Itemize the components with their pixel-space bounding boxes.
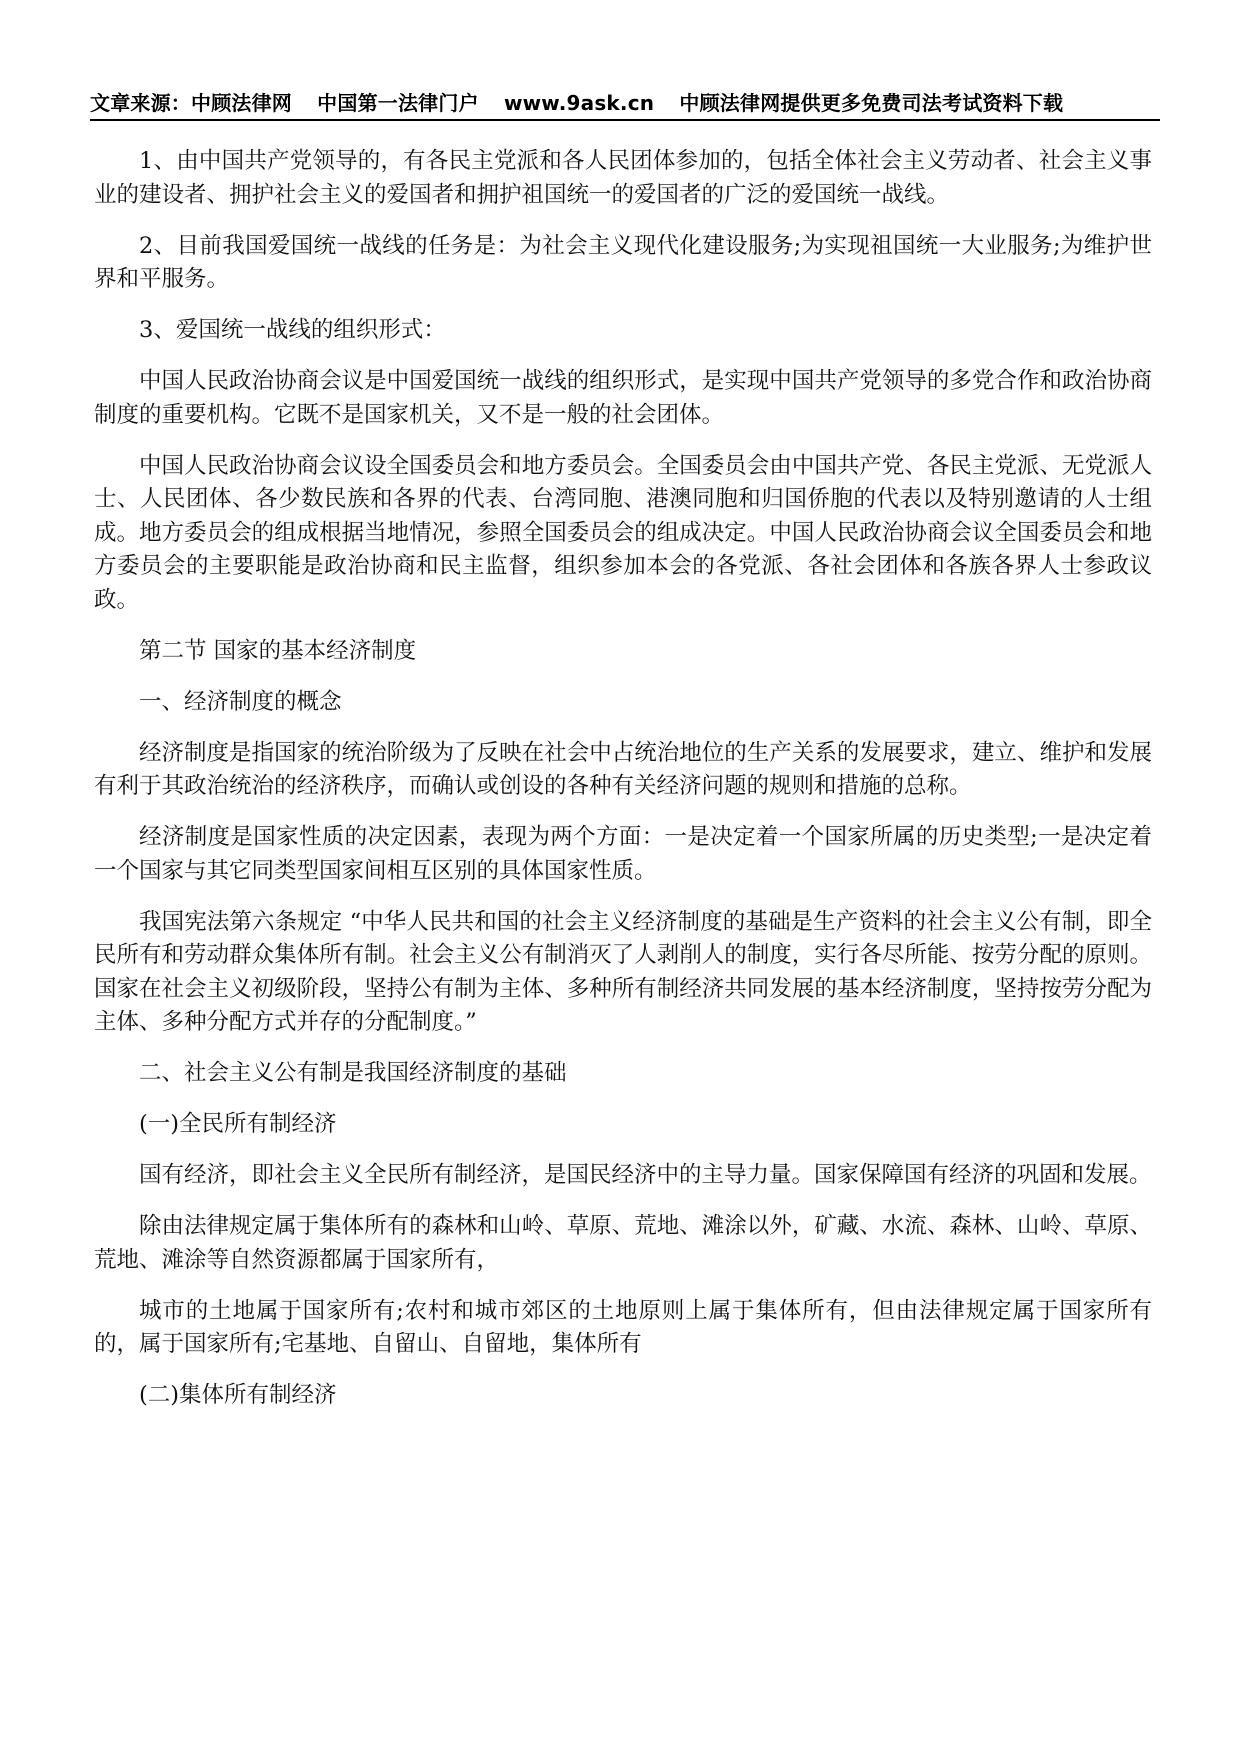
source-label: 文章来源：中顾法律网 xyxy=(90,91,292,115)
promo-text: 中顾法律网提供更多免费司法考试资料下载 xyxy=(679,91,1064,115)
paragraph: 经济制度是指国家的统治阶级为了反映在社会中占统治地位的生产关系的发展要求，建立、维护和发展有利于其政治统治的经济秩序，而确认或创设的各种有关经济问题的规则和措施的总称。 xyxy=(94,739,1152,799)
site-url-link[interactable]: www.9ask.cn xyxy=(503,91,655,115)
subsection-heading: 一、经济制度的概念 xyxy=(139,688,342,715)
subsection-heading: (一)全民所有制经济 xyxy=(139,1111,337,1137)
subsection-heading: (二)集体所有制经济 xyxy=(139,1382,337,1408)
paragraph: 经济制度是国家性质的决定因素，表现为两个方面：一是决定着一个国家所属的历史类型;一是决定着一个国家与其它同类型国家间相互区别的具体国家性质。 xyxy=(94,824,1152,884)
paragraph: 我国宪法第六条规定 “中华人民共和国的社会主义经济制度的基础是生产资料的社会主义公有制，即全民所有和劳动群众集体所有制。社会主义公有制消灭了人剥削人的制度，实行各尽所能、按劳分配的原则。国家在社会主义初级阶段，坚持公有制为主体、多种所有制经济共同发展的基本经济制度，坚持按劳分配为主体、多种分配方式并存的分配制度。” xyxy=(94,908,1152,1035)
paragraph: 1、由中国共产党领导的，有各民主党派和各人民团体参加的，包括全体社会主义劳动者、社会主义事业的建设者、拥护社会主义的爱国者和拥护祖国统一的爱国者的广泛的爱国统一战线。 xyxy=(94,148,1152,208)
paragraph: 3、爱国统一战线的组织形式： xyxy=(139,317,446,343)
paragraph: 城市的土地属于国家所有;农村和城市郊区的土地原则上属于集体所有，但由法律规定属于国家所有的，属于国家所有;宅基地、自留山、自留地，集体所有 xyxy=(94,1297,1152,1357)
paragraph: 除由法律规定属于集体所有的森林和山岭、草原、荒地、滩涂以外，矿藏、水流、森林、山岭、草原、荒地、滩涂等自然资源都属于国家所有， xyxy=(94,1213,1152,1273)
header-divider xyxy=(90,119,1160,121)
portal-label: 中国第一法律门户 xyxy=(317,91,479,115)
page-header xyxy=(90,88,1152,118)
paragraph: 2、目前我国爱国统一战线的任务是：为社会主义现代化建设服务;为实现祖国统一大业服务;为维护世界和平服务。 xyxy=(94,232,1152,292)
document-body xyxy=(94,145,1152,1430)
section-heading: 第二节 国家的基本经济制度 xyxy=(139,637,417,664)
paragraph: 中国人民政治协商会议是中国爱国统一战线的组织形式，是实现中国共产党领导的多党合作和政治协商制度的重要机构。它既不是国家机关，又不是一般的社会团体。 xyxy=(94,368,1152,428)
paragraph: 国有经济，即社会主义全民所有制经济，是国民经济中的主导力量。国家保障国有经济的巩固和发展。 xyxy=(139,1162,1152,1188)
paragraph: 中国人民政治协商会议设全国委员会和地方委员会。全国委员会由中国共产党、各民主党派、无党派人士、人民团体、各少数民族和各界的代表、台湾同胞、港澳同胞和归国侨胞的代表以及特别邀请的人士组成。地方委员会的组成根据当地情况，参照全国委员会的组成决定。中国人民政治协商会议全国委员会和地方委员会的主要职能是政治协商和民主监督，组织参加本会的各党派、各社会团体和各族各界人士参政议政。 xyxy=(94,452,1152,613)
subsection-heading: 二、社会主义公有制是我国经济制度的基础 xyxy=(139,1060,567,1086)
